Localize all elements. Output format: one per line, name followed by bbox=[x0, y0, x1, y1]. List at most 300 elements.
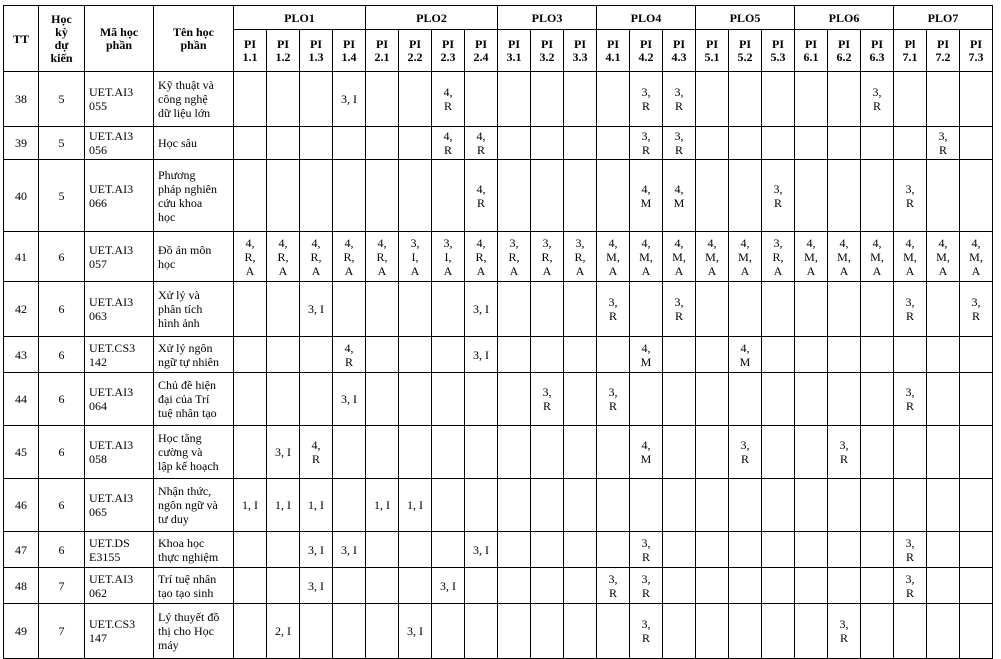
header-pi-line: 2.3 bbox=[440, 49, 456, 64]
cell-pi-value-line: R bbox=[542, 399, 551, 413]
cell-pi-value-line: M bbox=[640, 354, 652, 369]
cell-pi-value-line: R bbox=[608, 585, 617, 600]
cell-pi-value bbox=[960, 72, 993, 127]
cell-pi-value bbox=[960, 373, 993, 426]
cell-pi-value bbox=[861, 127, 894, 160]
cell-pi-value bbox=[333, 232, 366, 282]
cell-pi-value bbox=[630, 232, 663, 282]
cell-semester: 6 bbox=[39, 232, 85, 282]
cell-pi-value bbox=[267, 72, 300, 127]
cell-pi-value bbox=[564, 479, 597, 532]
cell-course-code-line: 057 bbox=[89, 256, 107, 271]
table-container bbox=[3, 5, 993, 659]
cell-pi-value bbox=[366, 72, 399, 127]
cell-pi-value-line: M bbox=[739, 354, 751, 369]
cell-pi-value bbox=[597, 479, 630, 532]
cell-pi-value bbox=[333, 160, 366, 232]
cell-pi-value-line: 3, I bbox=[308, 578, 324, 593]
cell-pi-value bbox=[267, 337, 300, 373]
cell-pi-value bbox=[564, 568, 597, 604]
cell-pi-value-line: 3, bbox=[839, 438, 849, 452]
cell-course-code bbox=[85, 604, 154, 659]
cell-pi-value bbox=[630, 72, 663, 127]
cell-pi-value-line: A bbox=[971, 263, 981, 278]
cell-pi-value bbox=[762, 426, 795, 479]
cell-pi-value bbox=[828, 479, 861, 532]
cell-pi-value bbox=[663, 568, 696, 604]
cell-pi-value bbox=[630, 282, 663, 337]
cell-pi-value-line: 4, bbox=[641, 438, 651, 452]
cell-pi-value bbox=[828, 426, 861, 479]
cell-course-name bbox=[154, 160, 234, 232]
cell-pi-value bbox=[960, 282, 993, 337]
cell-pi-value bbox=[729, 127, 762, 160]
header-tt: TT bbox=[4, 6, 39, 72]
cell-pi-value-line: A bbox=[311, 263, 321, 278]
cell-pi-value bbox=[399, 426, 432, 479]
cell-pi-value bbox=[696, 127, 729, 160]
cell-pi-value bbox=[861, 373, 894, 426]
cell-pi-value bbox=[729, 426, 762, 479]
cell-pi-value bbox=[531, 337, 564, 373]
cell-pi-value-line: 3, bbox=[542, 235, 552, 250]
cell-pi-value bbox=[960, 532, 993, 568]
cell-course-name-line: học bbox=[158, 209, 176, 224]
cell-pi-value-line: 4, bbox=[971, 235, 981, 250]
cell-pi-value bbox=[630, 160, 663, 232]
cell-pi-value-line: 3, bbox=[905, 535, 915, 550]
cell-pi-value bbox=[960, 337, 993, 373]
cell-course-code-line: UET.AI3 bbox=[89, 295, 134, 309]
cell-pi-value bbox=[564, 127, 597, 160]
cell-pi-value bbox=[366, 604, 399, 659]
cell-course-name-line: học bbox=[158, 256, 176, 271]
cell-pi-value-line: R, bbox=[475, 249, 487, 264]
cell-pi-value bbox=[333, 426, 366, 479]
cell-pi-value bbox=[531, 604, 564, 659]
table-row bbox=[4, 232, 993, 282]
header-pi-line: 6.1 bbox=[803, 49, 819, 64]
cell-pi-value-line: M, bbox=[837, 249, 851, 264]
header-semester bbox=[39, 6, 85, 72]
header-pi-line: PI bbox=[805, 36, 817, 51]
table-row bbox=[4, 373, 993, 426]
cell-pi-value-line: 4, bbox=[443, 129, 453, 143]
cell-pi-value bbox=[366, 568, 399, 604]
header-pi-line: PI bbox=[871, 36, 883, 51]
cell-pi-value-line: 3, bbox=[641, 129, 651, 143]
cell-pi-value bbox=[267, 160, 300, 232]
cell-pi-value-line: R bbox=[641, 585, 650, 600]
plo-mapping-table bbox=[3, 5, 993, 659]
cell-course-name-line: Xử lý và bbox=[158, 288, 200, 302]
cell-pi-value bbox=[498, 282, 531, 337]
cell-pi-value bbox=[234, 282, 267, 337]
cell-pi-value bbox=[399, 337, 432, 373]
cell-pi-value bbox=[399, 568, 432, 604]
cell-course-name bbox=[154, 72, 234, 127]
header-plo: PLO4 bbox=[597, 6, 696, 30]
header-pi bbox=[762, 30, 795, 72]
header-pi-line: 3.3 bbox=[572, 49, 588, 64]
cell-pi-value-line: 3, bbox=[443, 235, 453, 250]
header-course-name-line: phần bbox=[180, 37, 207, 52]
cell-course-code bbox=[85, 282, 154, 337]
header-pi bbox=[894, 30, 927, 72]
cell-pi-value bbox=[828, 127, 861, 160]
cell-pi-value bbox=[762, 532, 795, 568]
header-pi bbox=[597, 30, 630, 72]
cell-pi-value-line: 4, bbox=[311, 235, 321, 250]
cell-pi-value bbox=[333, 604, 366, 659]
cell-pi-value-line: M, bbox=[870, 249, 884, 264]
cell-semester: 6 bbox=[39, 282, 85, 337]
cell-course-name-line: thị cho Học bbox=[158, 624, 214, 638]
cell-pi-value bbox=[333, 373, 366, 426]
cell-pi-value-line: A bbox=[278, 263, 288, 278]
header-pi bbox=[531, 30, 564, 72]
cell-pi-value-line: R, bbox=[508, 249, 520, 264]
header-pi-line: 2.4 bbox=[473, 49, 489, 64]
cell-semester: 6 bbox=[39, 373, 85, 426]
cell-pi-value-line: 4, bbox=[443, 85, 453, 99]
cell-pi-value bbox=[531, 232, 564, 282]
cell-course-code-line: UET.AI3 bbox=[89, 129, 134, 143]
cell-pi-value bbox=[366, 127, 399, 160]
cell-pi-value-line: A bbox=[707, 263, 717, 278]
cell-tt: 42 bbox=[4, 282, 39, 337]
cell-pi-value-line: R bbox=[641, 631, 650, 645]
cell-pi-value bbox=[861, 232, 894, 282]
cell-pi-value bbox=[234, 532, 267, 568]
cell-pi-value-line: 1, I bbox=[242, 498, 258, 512]
cell-pi-value-line: R bbox=[641, 143, 650, 157]
header-plo: PLO6 bbox=[795, 6, 894, 30]
cell-pi-value bbox=[300, 337, 333, 373]
cell-pi-value-line: R bbox=[641, 549, 650, 564]
cell-pi-value bbox=[333, 282, 366, 337]
cell-pi-value bbox=[399, 282, 432, 337]
cell-pi-value bbox=[696, 160, 729, 232]
header-pi-line: PI bbox=[475, 36, 487, 51]
cell-pi-value bbox=[267, 604, 300, 659]
cell-pi-value-line: R bbox=[476, 143, 485, 157]
cell-pi-value bbox=[234, 373, 267, 426]
cell-pi-value-line: R, bbox=[343, 249, 355, 264]
table-row bbox=[4, 479, 993, 532]
cell-pi-value-line: 3, bbox=[905, 181, 915, 196]
header-pi-line: PI bbox=[574, 36, 586, 51]
cell-course-code-line: UET.AI3 bbox=[89, 491, 134, 505]
header-pi-line: Pl bbox=[904, 36, 916, 51]
cell-pi-value bbox=[300, 479, 333, 532]
cell-pi-value-line: A bbox=[344, 263, 354, 278]
cell-pi-value bbox=[861, 479, 894, 532]
cell-pi-value bbox=[663, 604, 696, 659]
cell-pi-value bbox=[432, 568, 465, 604]
cell-pi-value bbox=[432, 160, 465, 232]
cell-pi-value-line: 4, bbox=[641, 340, 651, 355]
cell-pi-value bbox=[894, 568, 927, 604]
cell-pi-value bbox=[498, 426, 531, 479]
cell-pi-value-line: 4, bbox=[311, 438, 321, 452]
cell-pi-value bbox=[894, 72, 927, 127]
cell-pi-value-line: A bbox=[608, 263, 618, 278]
cell-pi-value bbox=[498, 568, 531, 604]
cell-course-code-line: 065 bbox=[89, 505, 107, 519]
cell-pi-value-line: M, bbox=[606, 249, 620, 264]
cell-pi-value bbox=[597, 568, 630, 604]
cell-pi-value-line: A bbox=[740, 263, 750, 278]
cell-pi-value-line: 3, bbox=[740, 438, 750, 452]
cell-pi-value bbox=[927, 373, 960, 426]
cell-pi-value bbox=[762, 72, 795, 127]
cell-pi-value bbox=[498, 532, 531, 568]
header-pi-line: PI bbox=[640, 36, 652, 51]
cell-pi-value-line: 3, bbox=[608, 295, 618, 309]
cell-pi-value bbox=[597, 373, 630, 426]
cell-pi-value bbox=[894, 532, 927, 568]
header-pi-line: 1.4 bbox=[341, 49, 357, 64]
cell-course-code bbox=[85, 337, 154, 373]
cell-tt: 44 bbox=[4, 373, 39, 426]
cell-pi-value bbox=[894, 479, 927, 532]
cell-pi-value bbox=[597, 532, 630, 568]
header-pi-line: PI bbox=[970, 36, 982, 51]
cell-pi-value bbox=[465, 160, 498, 232]
cell-pi-value-line: A bbox=[773, 263, 783, 278]
cell-pi-value-line: 4, bbox=[476, 129, 486, 143]
header-semester-line: kiến bbox=[50, 50, 73, 65]
cell-pi-value bbox=[432, 232, 465, 282]
cell-course-name-line: Chủ đề hiện bbox=[158, 378, 216, 392]
cell-course-code bbox=[85, 232, 154, 282]
cell-pi-value-line: 3, bbox=[674, 85, 684, 99]
cell-pi-value bbox=[564, 72, 597, 127]
cell-pi-value bbox=[894, 337, 927, 373]
cell-course-name-line: ngữ tự nhiên bbox=[158, 354, 220, 369]
cell-pi-value-line: M, bbox=[705, 249, 719, 264]
cell-pi-value bbox=[234, 160, 267, 232]
cell-pi-value bbox=[234, 337, 267, 373]
header-pi bbox=[564, 30, 597, 72]
cell-course-name bbox=[154, 232, 234, 282]
header-pi bbox=[828, 30, 861, 72]
cell-pi-value bbox=[696, 604, 729, 659]
cell-pi-value bbox=[333, 337, 366, 373]
cell-pi-value bbox=[300, 568, 333, 604]
cell-pi-value bbox=[399, 604, 432, 659]
cell-course-name-line: Kỹ thuật và bbox=[158, 78, 214, 92]
cell-pi-value bbox=[597, 337, 630, 373]
cell-pi-value bbox=[366, 282, 399, 337]
cell-pi-value bbox=[861, 160, 894, 232]
cell-pi-value-line: M, bbox=[804, 249, 818, 264]
header-pi-line: PI bbox=[739, 36, 751, 51]
cell-pi-value-line: 4, bbox=[872, 235, 882, 250]
cell-pi-value bbox=[234, 72, 267, 127]
cell-pi-value bbox=[531, 72, 564, 127]
cell-pi-value-line: R, bbox=[574, 249, 586, 264]
cell-pi-value bbox=[564, 604, 597, 659]
cell-course-name-line: đại của Trí bbox=[158, 392, 210, 406]
cell-pi-value-line: 4, bbox=[740, 340, 750, 355]
cell-course-name-line: công nghệ bbox=[158, 92, 208, 106]
cell-pi-value bbox=[300, 373, 333, 426]
cell-pi-value-line: M, bbox=[936, 249, 950, 264]
cell-pi-value-line: R, bbox=[376, 249, 388, 264]
cell-course-name-line: Phương bbox=[158, 167, 196, 182]
cell-course-name-line: hình ảnh bbox=[158, 316, 200, 330]
cell-pi-value bbox=[432, 127, 465, 160]
cell-pi-value-line: R, bbox=[541, 249, 553, 264]
cell-pi-value bbox=[894, 282, 927, 337]
cell-pi-value-line: 4, bbox=[674, 181, 684, 196]
cell-pi-value bbox=[399, 532, 432, 568]
cell-pi-value bbox=[234, 127, 267, 160]
cell-course-name-line: Nhận thức, bbox=[158, 484, 212, 498]
cell-pi-value-line: 4, bbox=[839, 235, 849, 250]
header-pi-line: 5.3 bbox=[770, 49, 786, 64]
cell-pi-value bbox=[795, 373, 828, 426]
cell-pi-value-line: R bbox=[641, 99, 650, 113]
cell-pi-value-line: R bbox=[608, 399, 617, 413]
cell-pi-value-line: A bbox=[641, 263, 651, 278]
cell-pi-value bbox=[762, 479, 795, 532]
table-row bbox=[4, 337, 993, 373]
cell-pi-value-line: 4, bbox=[740, 235, 750, 250]
cell-pi-value bbox=[795, 127, 828, 160]
cell-pi-value bbox=[795, 160, 828, 232]
cell-semester: 7 bbox=[39, 568, 85, 604]
cell-pi-value bbox=[828, 532, 861, 568]
cell-pi-value-line: 3, bbox=[905, 295, 915, 309]
cell-pi-value bbox=[696, 337, 729, 373]
header-pi bbox=[696, 30, 729, 72]
cell-pi-value-line: 3, I bbox=[308, 542, 324, 557]
cell-course-code-line: UET.AI3 bbox=[89, 242, 134, 257]
cell-pi-value bbox=[795, 337, 828, 373]
cell-tt: 46 bbox=[4, 479, 39, 532]
cell-course-name-line: Khoa học bbox=[158, 535, 205, 550]
header-pi-line: PI bbox=[376, 36, 388, 51]
header-course-code bbox=[85, 6, 154, 72]
cell-course-code-line: 147 bbox=[89, 631, 107, 645]
header-pi-line: 2.1 bbox=[374, 49, 390, 64]
cell-pi-value bbox=[498, 604, 531, 659]
cell-pi-value-line: 3, bbox=[872, 85, 882, 99]
cell-pi-value bbox=[729, 373, 762, 426]
cell-pi-value bbox=[399, 72, 432, 127]
header-pi-line: PI bbox=[541, 36, 553, 51]
cell-pi-value-line: 4, bbox=[344, 340, 354, 355]
table-row bbox=[4, 72, 993, 127]
cell-course-code-line: 142 bbox=[89, 354, 107, 369]
cell-pi-value bbox=[762, 160, 795, 232]
cell-pi-value bbox=[366, 426, 399, 479]
header-semester-line: Học bbox=[51, 11, 72, 26]
cell-pi-value-line: 4, bbox=[641, 181, 651, 196]
cell-pi-value bbox=[795, 532, 828, 568]
header-pi-line: PI bbox=[310, 36, 322, 51]
cell-course-code-line: UET.AI3 bbox=[89, 571, 134, 586]
cell-course-name-line: Trí tuệ nhân bbox=[158, 571, 217, 586]
table-header bbox=[4, 6, 993, 72]
cell-pi-value bbox=[432, 337, 465, 373]
cell-pi-value-line: A bbox=[476, 263, 486, 278]
cell-pi-value-line: 3, bbox=[641, 617, 651, 631]
cell-pi-value bbox=[597, 232, 630, 282]
cell-pi-value bbox=[762, 604, 795, 659]
cell-pi-value bbox=[564, 337, 597, 373]
cell-pi-value bbox=[663, 373, 696, 426]
cell-pi-value bbox=[663, 532, 696, 568]
cell-pi-value bbox=[960, 479, 993, 532]
header-pi-line: 5.1 bbox=[704, 49, 720, 64]
cell-pi-value-line: M, bbox=[969, 249, 983, 264]
cell-pi-value bbox=[564, 160, 597, 232]
cell-tt: 43 bbox=[4, 337, 39, 373]
cell-pi-value bbox=[531, 160, 564, 232]
cell-pi-value bbox=[663, 282, 696, 337]
cell-pi-value bbox=[432, 282, 465, 337]
cell-pi-value bbox=[333, 479, 366, 532]
header-pi bbox=[960, 30, 993, 72]
cell-pi-value-line: A bbox=[245, 263, 255, 278]
cell-pi-value bbox=[630, 479, 663, 532]
header-pi-line: 1.2 bbox=[275, 49, 291, 64]
cell-pi-value bbox=[564, 426, 597, 479]
cell-pi-value-line: 3, I bbox=[473, 542, 489, 557]
cell-course-code-line: 058 bbox=[89, 452, 107, 466]
cell-pi-value bbox=[729, 568, 762, 604]
cell-pi-value bbox=[762, 282, 795, 337]
header-pi bbox=[465, 30, 498, 72]
cell-pi-value bbox=[498, 373, 531, 426]
cell-pi-value bbox=[927, 568, 960, 604]
cell-pi-value bbox=[729, 604, 762, 659]
cell-pi-value bbox=[795, 604, 828, 659]
cell-pi-value-line: 3, bbox=[839, 617, 849, 631]
cell-pi-value bbox=[894, 232, 927, 282]
cell-pi-value bbox=[663, 127, 696, 160]
cell-pi-value-line: 2, I bbox=[275, 624, 291, 638]
header-pi bbox=[729, 30, 762, 72]
cell-pi-value-line: R bbox=[443, 143, 452, 157]
cell-pi-value-line: 4, bbox=[278, 235, 288, 250]
cell-pi-value bbox=[597, 160, 630, 232]
cell-pi-value bbox=[630, 426, 663, 479]
cell-pi-value-line: A bbox=[410, 263, 420, 278]
cell-pi-value bbox=[696, 479, 729, 532]
cell-course-code-line: 066 bbox=[89, 195, 107, 210]
cell-pi-value-line: 4, bbox=[344, 235, 354, 250]
cell-course-code bbox=[85, 373, 154, 426]
cell-pi-value-line: R bbox=[443, 99, 452, 113]
cell-tt: 47 bbox=[4, 532, 39, 568]
cell-pi-value bbox=[663, 160, 696, 232]
cell-pi-value bbox=[729, 160, 762, 232]
cell-pi-value bbox=[300, 282, 333, 337]
cell-pi-value bbox=[762, 373, 795, 426]
cell-pi-value bbox=[663, 72, 696, 127]
cell-pi-value-line: I, bbox=[444, 249, 452, 264]
cell-pi-value bbox=[927, 479, 960, 532]
cell-pi-value bbox=[564, 373, 597, 426]
header-pi-line: PI bbox=[937, 36, 949, 51]
cell-pi-value bbox=[366, 532, 399, 568]
header-pi bbox=[333, 30, 366, 72]
